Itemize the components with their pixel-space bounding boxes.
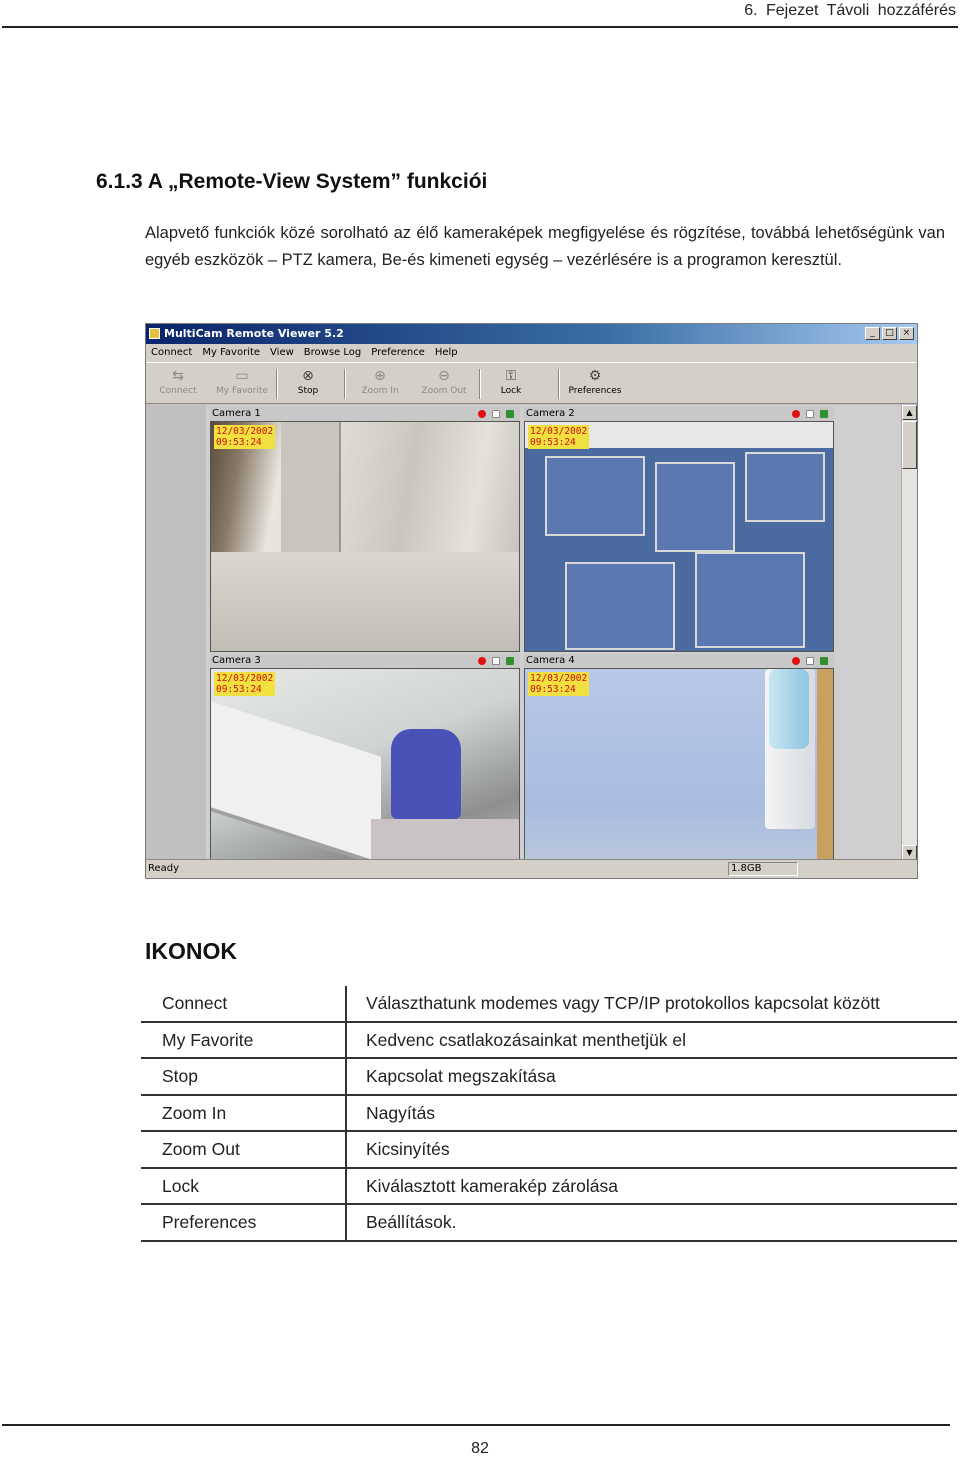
table-row xyxy=(141,1023,957,1060)
preferences-icon: ⚙ xyxy=(588,368,602,384)
camera-view-4[interactable] xyxy=(524,654,834,879)
toolbar-separator xyxy=(344,369,346,399)
icon-description: Kapcsolat megszakítása xyxy=(366,1066,556,1086)
status-bar xyxy=(146,859,917,878)
toolbar-zoom-in-button[interactable]: ⊕ Zoom In xyxy=(361,368,399,396)
camera-header xyxy=(210,654,520,668)
intro-paragraph: Alapvető funkciók közé sorolható az élő kameraképek megfigyelése és rögzítése, továbbá lehetőségünk van egyéb eszközök – PTZ kamera, Be-és kimeneti egység – vezérlésére is a programon keresztül. xyxy=(145,224,945,269)
toolbar-separator xyxy=(558,369,560,399)
table-row xyxy=(141,1132,957,1169)
timestamp: 12/03/2002 09:53:24 xyxy=(530,426,588,448)
scroll-up-icon[interactable]: ▲ xyxy=(902,405,917,420)
menu-help[interactable]: Help xyxy=(434,347,458,358)
status-text: Ready xyxy=(148,863,180,874)
timestamp: 12/03/2002 09:53:24 xyxy=(530,673,588,695)
camera-view-3[interactable] xyxy=(210,654,520,879)
icons-heading: IKONOK xyxy=(145,938,237,964)
menu-bar xyxy=(146,344,917,362)
toolbar xyxy=(146,362,917,404)
minimize-button[interactable]: _ xyxy=(865,327,880,340)
scroll-thumb[interactable] xyxy=(902,421,917,469)
camera-feed-image xyxy=(524,668,834,879)
folder-icon: ▭ xyxy=(235,368,249,384)
maximize-button[interactable]: □ xyxy=(882,327,897,340)
camera-name: Camera 2 xyxy=(526,408,575,419)
table-row xyxy=(141,1096,957,1133)
menu-view[interactable]: View xyxy=(270,347,294,358)
record-icon xyxy=(792,657,800,665)
running-title: 6. Fejezet Távoli hozzáférés xyxy=(744,2,956,19)
toolbar-connect-button[interactable]: ⇆ Connect xyxy=(159,368,197,396)
vertical-scrollbar[interactable] xyxy=(901,405,917,860)
record-icon xyxy=(478,410,486,418)
camera-feed-image xyxy=(210,421,520,652)
table-row xyxy=(141,1169,957,1206)
table-row xyxy=(141,1205,957,1242)
icon-name: Connect xyxy=(162,993,228,1013)
camera-header xyxy=(524,654,834,668)
icon-description: Kiválasztott kamerakép zárolása xyxy=(366,1175,618,1196)
icon-name: Stop xyxy=(162,1066,198,1086)
camera-feed-image xyxy=(210,668,520,879)
toolbar-lock-button[interactable]: ⚿ Lock xyxy=(500,368,522,396)
page-icon xyxy=(806,657,814,665)
camera-view-2[interactable] xyxy=(524,407,834,652)
camera-header xyxy=(524,407,834,421)
zoom-out-icon: ⊖ xyxy=(438,368,450,384)
camera-header xyxy=(210,407,520,421)
toolbar-zoom-out-button[interactable]: ⊖ Zoom Out xyxy=(421,368,467,396)
camera-name: Camera 3 xyxy=(212,655,261,666)
icon-name: Zoom Out xyxy=(162,1139,240,1159)
icon-description: Beállítások. xyxy=(366,1212,457,1232)
camera-view-1[interactable] xyxy=(210,407,520,652)
camera-name: Camera 4 xyxy=(526,655,575,666)
disk-size: 1.8GB xyxy=(728,862,798,876)
camera-name: Camera 1 xyxy=(212,408,261,419)
menu-my-favorite[interactable]: My Favorite xyxy=(202,347,261,358)
plug-icon: ⇆ xyxy=(172,368,184,384)
menu-connect[interactable]: Connect xyxy=(151,347,193,358)
icon-name: Lock xyxy=(162,1175,199,1196)
icon-name: Preferences xyxy=(162,1212,257,1232)
lock-status-icon xyxy=(506,410,514,418)
icon-description: Kicsinyítés xyxy=(366,1139,450,1159)
page-number: 82 xyxy=(471,1440,489,1457)
footer-rule xyxy=(2,1424,950,1426)
icon-description: Kedvenc csatlakozásainkat menthetjük el xyxy=(366,1029,687,1050)
camera-grid xyxy=(146,405,903,860)
scroll-down-icon[interactable]: ▼ xyxy=(902,845,917,860)
lock-icon: ⚿ xyxy=(505,368,517,384)
toolbar-stop-button[interactable]: ⊗ Stop xyxy=(297,368,319,396)
icon-name: My Favorite xyxy=(162,1029,254,1050)
close-button[interactable]: × xyxy=(899,327,914,340)
stop-icon: ⊗ xyxy=(302,368,314,384)
table-row xyxy=(141,986,957,1023)
icons-table xyxy=(141,986,957,1242)
table-row xyxy=(141,1059,957,1096)
running-header xyxy=(0,0,960,28)
record-icon xyxy=(792,410,800,418)
remote-viewer-screenshot xyxy=(145,323,918,879)
window-title-bar xyxy=(146,324,917,344)
toolbar-preferences-button[interactable]: ⚙ Preferences xyxy=(568,368,622,396)
section-title: 6.1.3 A „Remote-View System” funkciói xyxy=(96,170,488,193)
lock-status-icon xyxy=(820,410,828,418)
window-title: MultiCam Remote Viewer 5.2 xyxy=(164,327,344,340)
menu-preference[interactable]: Preference xyxy=(371,347,425,358)
record-icon xyxy=(478,657,486,665)
icon-description: Nagyítás xyxy=(366,1102,436,1123)
lock-status-icon xyxy=(506,657,514,665)
page-icon xyxy=(806,410,814,418)
timestamp: 12/03/2002 09:53:24 xyxy=(216,673,274,695)
camera-feed-image xyxy=(524,421,834,652)
icon-description: Választhatunk modemes vagy TCP/IP protokollos kapcsolat között xyxy=(366,993,880,1013)
app-icon xyxy=(149,328,160,339)
timestamp: 12/03/2002 09:53:24 xyxy=(216,426,274,448)
left-panel xyxy=(146,405,206,860)
toolbar-my-favorite-button[interactable]: ▭ My Favorite xyxy=(216,368,268,396)
menu-browse-log[interactable]: Browse Log xyxy=(303,347,362,358)
header-rule xyxy=(2,26,958,28)
lock-status-icon xyxy=(820,657,828,665)
icon-name: Zoom In xyxy=(162,1102,227,1123)
page-icon xyxy=(492,657,500,665)
zoom-in-icon: ⊕ xyxy=(374,368,386,384)
page-icon xyxy=(492,410,500,418)
